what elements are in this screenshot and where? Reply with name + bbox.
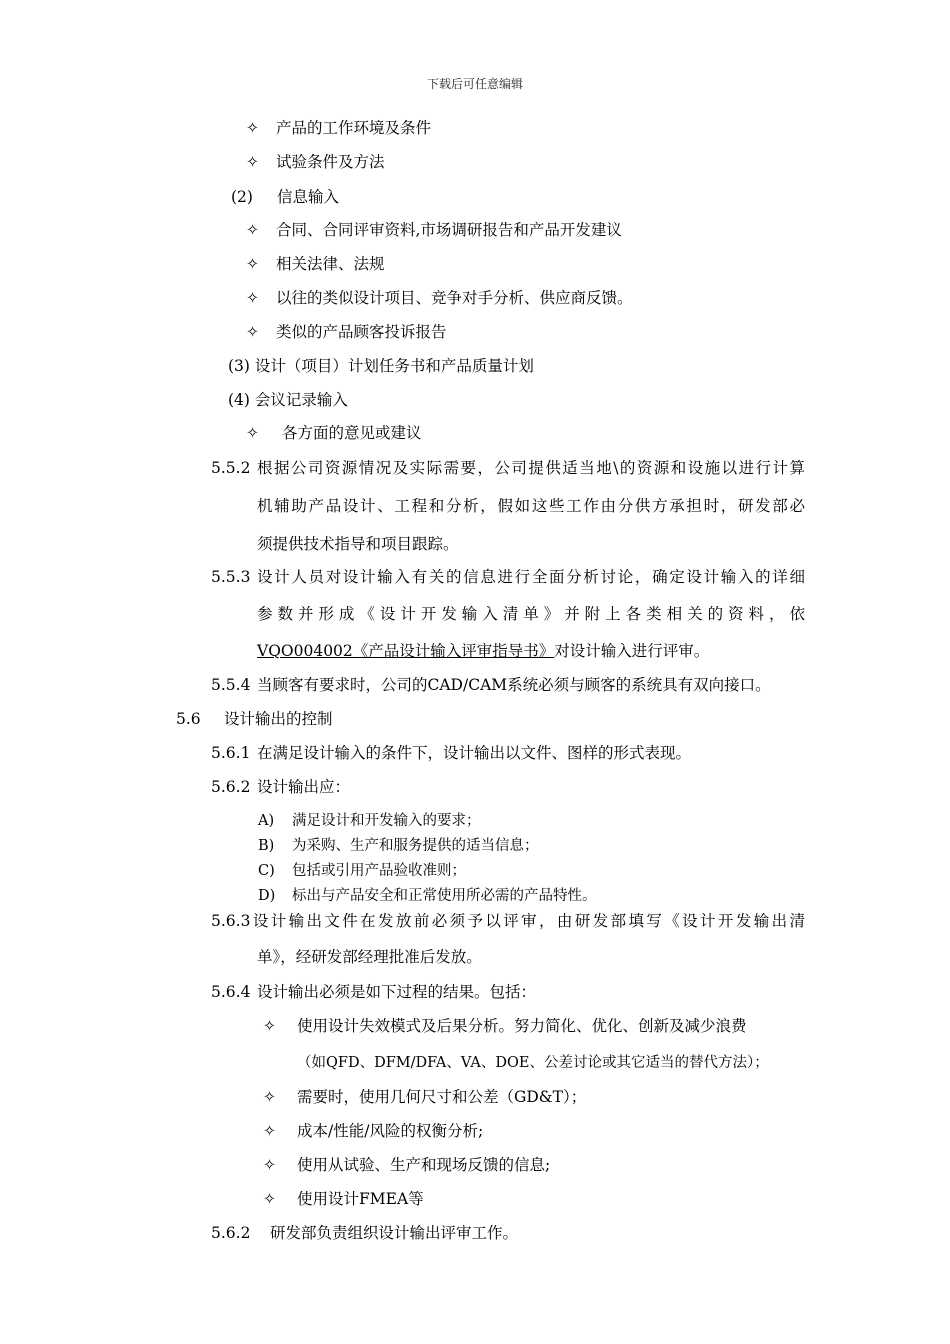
- clause-number: 5.5.2: [211, 459, 251, 477]
- clause-text: 设计输出应：: [257, 778, 351, 796]
- clause-text: 根据公司资源情况及实际需要，公司提供适当地\的资源和设施以进行计算: [257, 459, 805, 477]
- clause-text: 在满足设计输入的条件下，设计输出以文件、图样的形式表现。: [257, 744, 692, 762]
- clause-text: VQO004002《产品设计输入评审指导书》对设计输入进行评审。: [257, 642, 710, 660]
- bullet-item: ✧ 试验条件及方法: [246, 153, 385, 171]
- diamond-bullet-icon: ✧: [263, 1190, 276, 1208]
- bullet-item: ✧ 成本/性能/风险的权衡分析;: [263, 1122, 484, 1140]
- clause-text: 研发部负责组织设计输出评审工作。: [270, 1224, 519, 1242]
- subsection-heading: (2) 信息输入: [231, 188, 340, 206]
- referenced-document-link[interactable]: VQO004002《产品设计输入评审指导书》: [257, 642, 555, 660]
- bullet-item: ✧ 需要时，使用几何尺寸和公差（GD&T）；: [263, 1088, 587, 1106]
- clause-number: 5.6.4: [211, 983, 251, 1001]
- bullet-continuation: （如QFD、DFM/DFA、VA、DOE、公差讨论或其它适当的替代方法）；: [297, 1055, 769, 1071]
- clause-number: 5.5.4: [211, 676, 251, 694]
- clause-text: 单》，经研发部经理批准后发放。: [257, 948, 482, 966]
- list-item: B) 为采购、生产和服务提供的适当信息；: [258, 838, 539, 854]
- bullet-item: ✧ 产品的工作环境及条件: [246, 119, 432, 137]
- diamond-bullet-icon: ✧: [246, 153, 259, 171]
- page-header: 下载后可任意编辑: [426, 77, 523, 91]
- clause-number: 5.5.3: [211, 568, 251, 586]
- bullet-item: ✧ 使用设计失效模式及后果分析。努力简化、优化、创新及减少浪费: [263, 1017, 747, 1035]
- diamond-bullet-icon: ✧: [246, 119, 259, 137]
- clause-text: 5.6.3设计输出文件在发放前必须予以评审，由研发部填写《设计开发输出清: [211, 912, 805, 930]
- bullet-item: ✧ 相关法律、法规: [246, 255, 385, 273]
- clause-number: 5.6.2: [211, 778, 251, 796]
- list-item: D) 标出与产品安全和正常使用所必需的产品特性。: [258, 888, 597, 904]
- list-item: C) 包括或引用产品验收准则；: [258, 863, 466, 879]
- clause-text: 设计输出必须是如下过程的结果。包括：: [257, 983, 537, 1001]
- bullet-item: ✧ 合同、合同评审资料,市场调研报告和产品开发建议: [246, 221, 622, 239]
- bullet-item: ✧ 以往的类似设计项目、竞争对手分析、供应商反馈。: [246, 289, 633, 307]
- clause-number: 5.6.1: [211, 744, 251, 762]
- clause-text: 机辅助产品设计、工程和分析，假如这些工作由分供方承担时，研发部必: [257, 497, 805, 515]
- diamond-bullet-icon: ✧: [263, 1017, 276, 1035]
- bullet-item: ✧ 类似的产品顾客投诉报告: [246, 323, 447, 341]
- diamond-bullet-icon: ✧: [263, 1088, 276, 1106]
- subsection-heading: (3) 设计（项目）计划任务书和产品质量计划: [228, 357, 534, 375]
- clause-text: 参数并形成《设计开发输入清单》并附上各类相关的资料，依: [257, 605, 805, 623]
- clause-number: 5.6.2: [211, 1224, 251, 1242]
- section-number: 5.6: [176, 710, 201, 728]
- diamond-bullet-icon: ✧: [246, 255, 259, 273]
- diamond-bullet-icon: ✧: [246, 323, 259, 341]
- section-title: 设计输出的控制: [224, 710, 333, 728]
- clause-text: 须提供技术指导和项目跟踪。: [257, 535, 459, 553]
- diamond-bullet-icon: ✧: [246, 289, 259, 307]
- diamond-bullet-icon: ✧: [246, 424, 259, 442]
- diamond-bullet-icon: ✧: [263, 1156, 276, 1174]
- bullet-item: ✧ 使用设计FMEA等: [263, 1190, 424, 1208]
- clause-text: 当顾客有要求时，公司的CAD/CAM系统必须与顾客的系统具有双向接口。: [257, 676, 771, 694]
- clause-text: 设计人员对设计输入有关的信息进行全面分析讨论，确定设计输入的详细: [257, 568, 805, 586]
- bullet-item: ✧ 各方面的意见或建议: [246, 424, 422, 442]
- diamond-bullet-icon: ✧: [246, 221, 259, 239]
- subsection-heading: (4) 会议记录输入: [228, 391, 348, 409]
- diamond-bullet-icon: ✧: [263, 1122, 276, 1140]
- list-item: A) 满足设计和开发输入的要求；: [258, 813, 481, 829]
- bullet-item: ✧ 使用从试验、生产和现场反馈的信息;: [263, 1156, 551, 1174]
